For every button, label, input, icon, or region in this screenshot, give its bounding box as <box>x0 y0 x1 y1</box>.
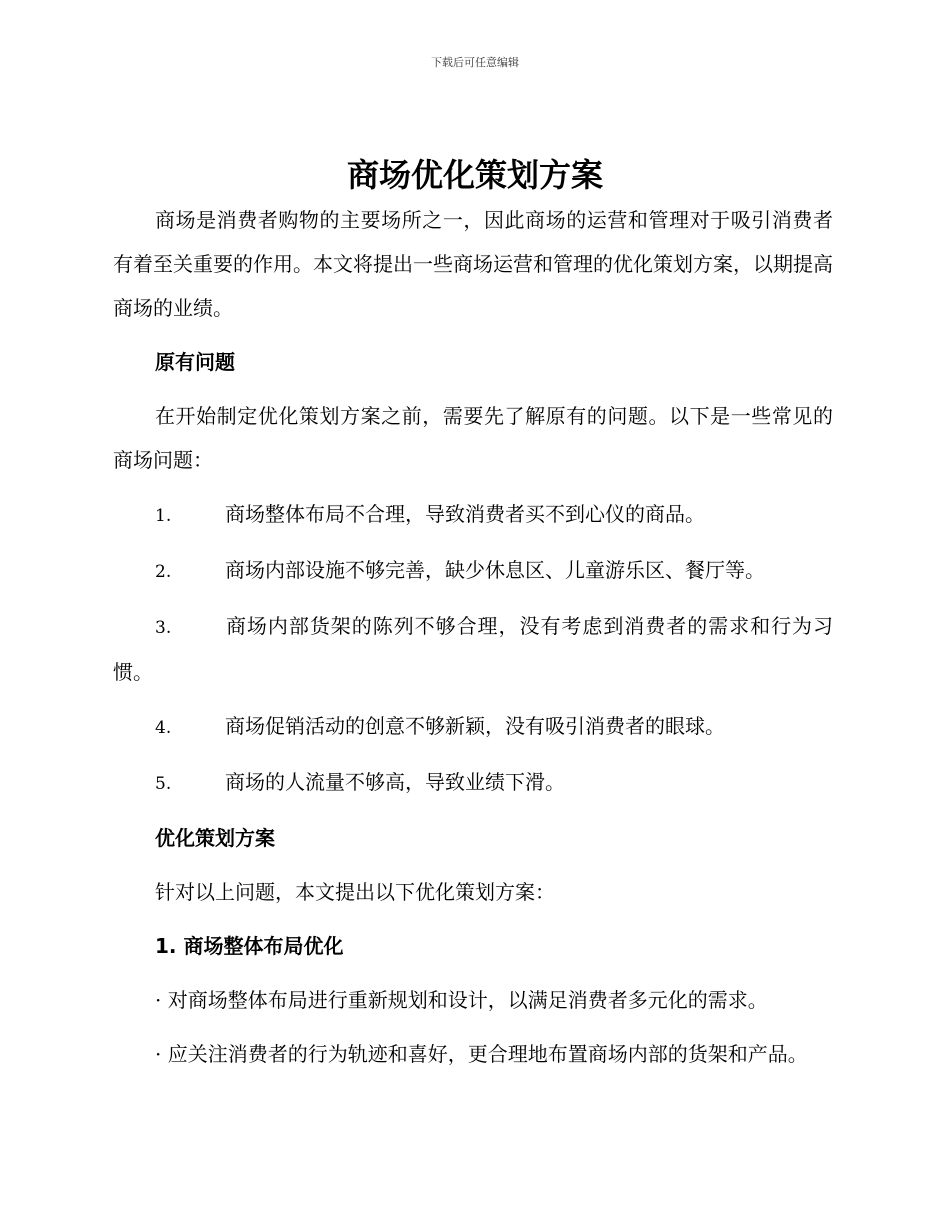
bullet-paragraph: · 应关注消费者的行为轨迹和喜好，更合理地布置商场内部的货架和产品。 <box>155 1042 808 1066</box>
list-item <box>113 760 833 806</box>
bullet-paragraph: · 对商场整体布局进行重新规划和设计，以满足消费者多元化的需求。 <box>155 988 768 1012</box>
list-number: 1. <box>155 506 172 526</box>
header-note: 下载后可任意编辑 <box>431 56 519 69</box>
list-number: 2. <box>155 562 172 582</box>
list-number: 5. <box>155 774 172 794</box>
list-text: 商场整体布局不合理，导致消费者买不到心仪的商品。 <box>225 502 705 526</box>
section1-lead-paragraph: 在开始制定优化策划方案之前，需要先了解原有的问题。以下是一些常见的商场问题： <box>113 404 833 472</box>
document-body <box>113 198 833 1076</box>
list-item <box>113 604 833 694</box>
list-text: 商场促销活动的创意不够新颖，没有吸引消费者的眼球。 <box>225 714 725 738</box>
list-item <box>113 492 833 538</box>
list-number: 3. <box>155 618 172 638</box>
list-text: 商场的人流量不够高，导致业绩下滑。 <box>225 770 565 794</box>
document-title: 商场优化策划方案 <box>346 156 603 194</box>
intro-paragraph: 商场是消费者购物的主要场所之一，因此商场的运营和管理对于吸引消费者有着至关重要的作用。本文将提出一些商场运营和管理的优化策划方案，以期提高商场的业绩。 <box>113 208 833 320</box>
section-heading-optimization-plan: 优化策划方案 <box>155 826 275 850</box>
subsection-heading-layout: 1. 商场整体布局优化 <box>155 934 344 958</box>
list-item <box>113 704 833 750</box>
list-item <box>113 548 833 594</box>
section-heading-original-issues: 原有问题 <box>155 350 235 374</box>
section2-lead-paragraph: 针对以上问题，本文提出以下优化策划方案： <box>155 880 555 904</box>
list-text: 商场内部货架的陈列不够合理，没有考虑到消费者的需求和行为习惯。 <box>113 614 833 684</box>
list-text: 商场内部设施不够完善，缺少休息区、儿童游乐区、餐厅等。 <box>225 558 765 582</box>
list-number: 4. <box>155 718 172 738</box>
